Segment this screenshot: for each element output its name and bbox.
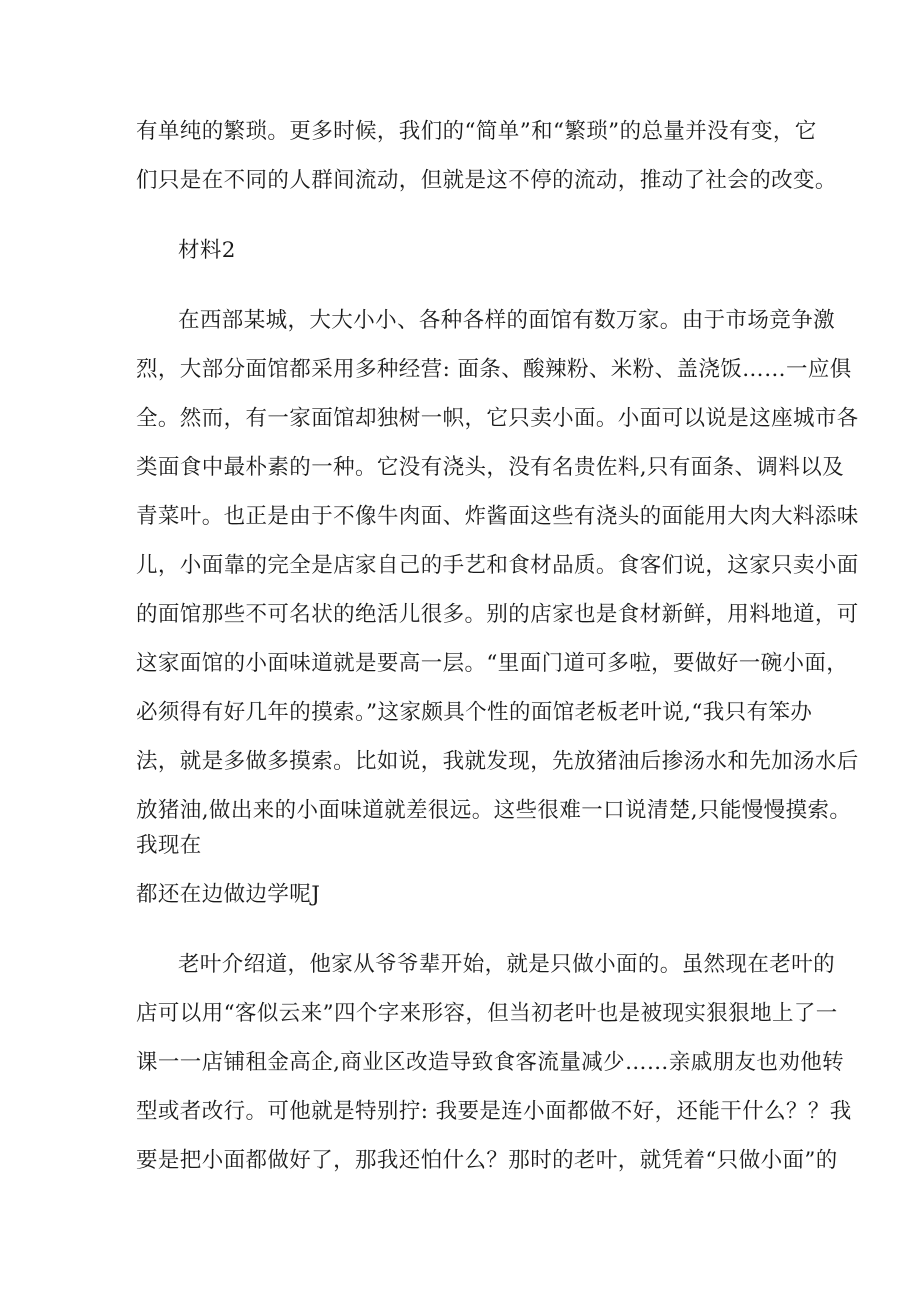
intro-line: 有单纯的繁琐。更多时候，我们的“简单”和“繁琐”的总量并没有变，它 xyxy=(136,119,817,144)
paragraph-2-line: 店可以用“客似云来”四个字来形容，但当初老叶也是被现实狠狠地上了一 xyxy=(136,1001,838,1026)
paragraph-1-line: 这家面馆的小面味道就是要高一层。“里面门道可多啦，要做好一碗小面， xyxy=(136,651,849,676)
paragraph-1-line: 我现在 xyxy=(136,833,202,858)
paragraph-2-line: 要是把小面都做好了，那我还怕什么？那时的老叶，就凭着“只做小面”的 xyxy=(136,1148,838,1173)
paragraph-1-line: 烈，大部分面馆都采用多种经营: 面条、酸辣粉、米粉、盖浇饭……一应俱 xyxy=(136,357,852,382)
paragraph-1-line: 放猪油,做出来的小面味道就差很远。这些很难一口说清楚,只能慢慢摸索。 xyxy=(136,798,852,823)
paragraph-1-line: 法，就是多做多摸索。比如说，我就发现，先放猪油后掺汤水和先加汤水后 xyxy=(136,749,859,774)
section-heading: 材料2 xyxy=(178,238,236,263)
paragraph-1-line: 全。然而，有一家面馆却独树一帜，它只卖小面。小面可以说是这座城市各 xyxy=(136,406,859,431)
paragraph-2-line: 老叶介绍道，他家从爷爷辈开始，就是只做小面的。虽然现在老叶的 xyxy=(178,952,836,977)
paragraph-1-line: 青菜叶。也正是由于不像牛肉面、炸酱面这些有浇头的面能用大肉大料添味 xyxy=(136,504,859,529)
paragraph-1-line: 必须得有好几年的摸索。”这家颇具个性的面馆老板老叶说,“我只有笨办 xyxy=(136,700,813,725)
paragraph-1-line: 类面食中最朴素的一种。它没有浇头，没有名贵佐料,只有面条、调料以及 xyxy=(136,455,845,480)
paragraph-2-line: 课一一店铺租金高企,商业区改造导致食客流量减少……亲戚朋友也劝他转 xyxy=(136,1050,845,1075)
fragment-line: 都还在边做边学呢J xyxy=(136,882,321,907)
intro-line: 们只是在不同的人群间流动，但就是这不停的流动，推动了社会的改变。 xyxy=(136,168,837,193)
paragraph-1-line: 儿，小面靠的完全是店家自己的手艺和食材品质。食客们说，这家只卖小面 xyxy=(136,553,859,578)
paragraph-1-line: 在西部某城，大大小小、各种各样的面馆有数万家。由于市场竞争激 xyxy=(178,308,836,333)
paragraph-2-line: 型或者改行。可他就是特别拧: 我要是连小面都做不好，还能干什么？？我 xyxy=(136,1099,852,1124)
paragraph-1-line: 的面馆那些不可名状的绝活儿很多。别的店家也是食材新鲜，用料地道，可 xyxy=(136,602,859,627)
